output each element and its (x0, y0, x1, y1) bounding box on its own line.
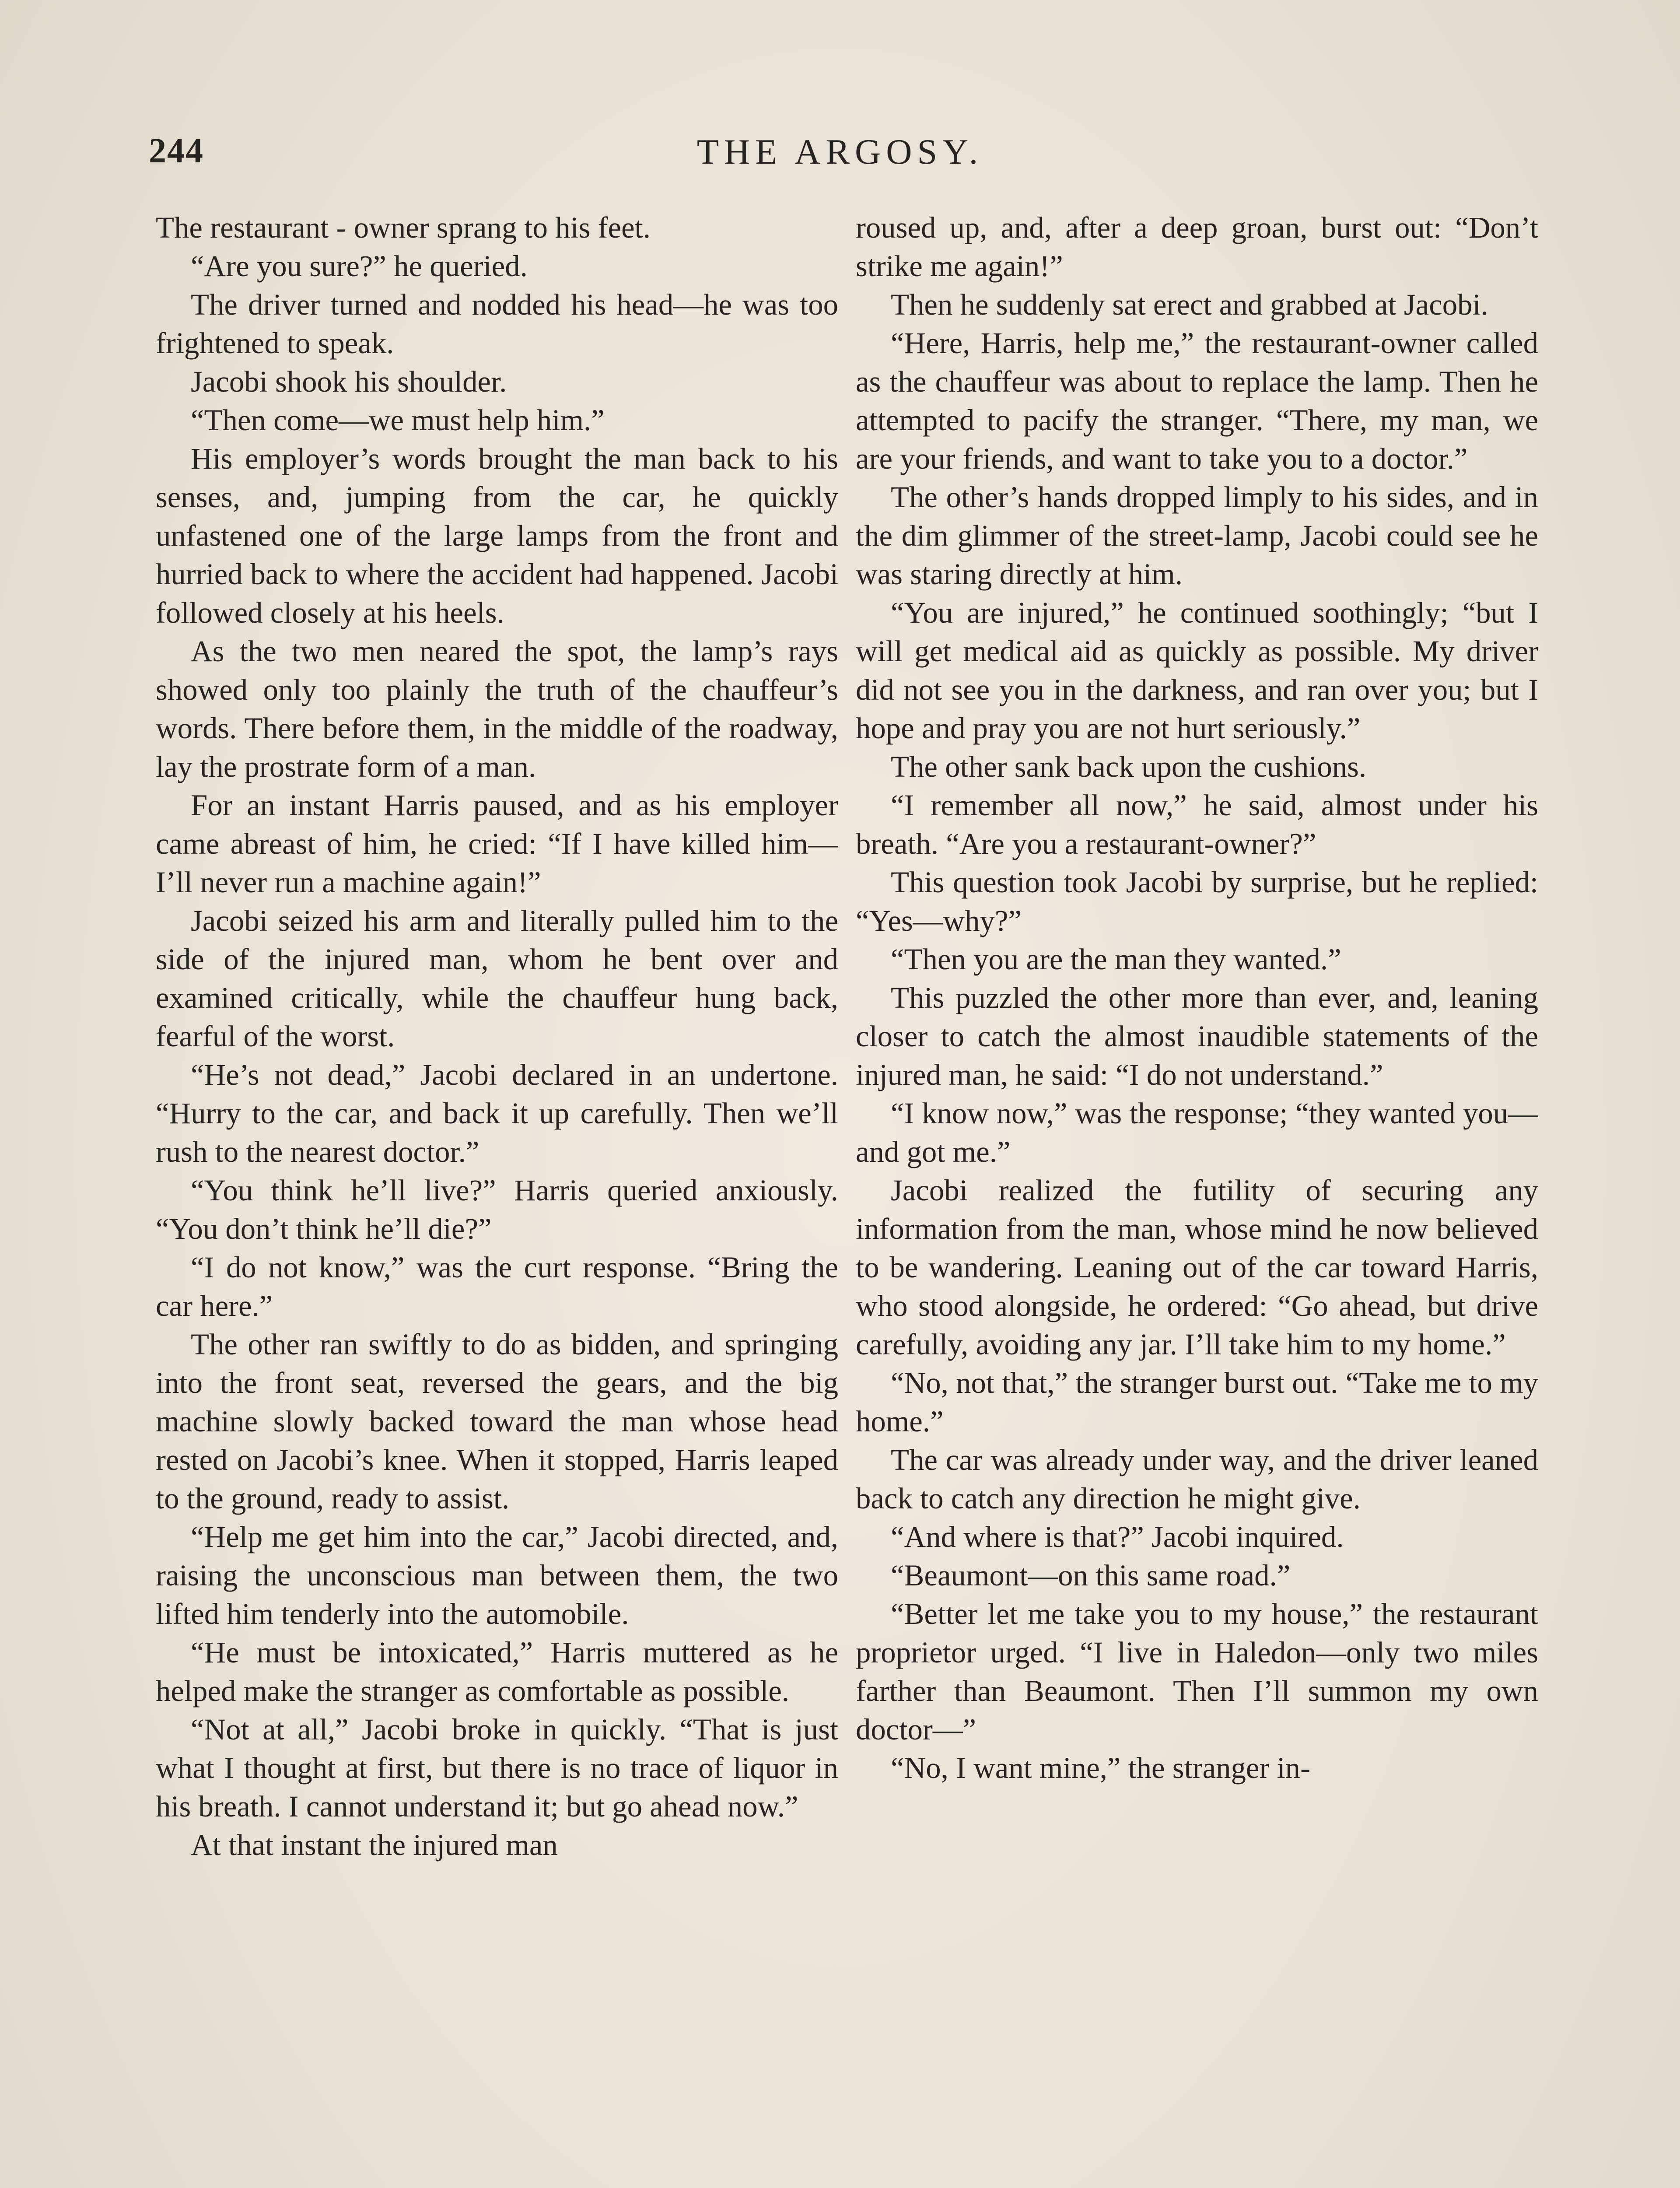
paragraph: Jacobi seized his arm and literally pulled him to the side of the injured man, whom he bent over and examined critically, while the chauffeur hung back, fearful of the worst. (156, 904, 838, 1053)
paragraph: The restaurant - owner sprang to his feet. (156, 211, 651, 244)
page-header (149, 131, 1531, 184)
paragraph: This question took Jacobi by surprise, but he replied: “Yes—why?” (856, 866, 1538, 937)
paragraph: For an instant Harris paused, and as his employer came abreast of him, he cried: “If I have killed him—I’ll never run a machine again!” (156, 789, 838, 899)
paragraph: “I remember all now,” he said, almost under his breath. “Are you a restaurant-owner?” (856, 789, 1538, 860)
paragraph: “Help me get him into the car,” Jacobi directed, and, raising the unconscious man between them, the two lifted him tenderly into the automobile. (156, 1520, 838, 1630)
paragraph: “Beaumont—on this same road.” (891, 1559, 1291, 1592)
paragraph: “He must be intoxicated,” Harris muttered as he helped make the stranger as comfortable as possible. (156, 1636, 838, 1708)
paragraph: Then he suddenly sat erect and grabbed at Jacobi. (891, 288, 1488, 321)
paragraph: The driver turned and nodded his head—he was too frightened to speak. (156, 288, 838, 360)
paragraph: “No, I want mine,” the stranger in- (891, 1751, 1310, 1785)
right-text-column (856, 208, 1538, 2188)
paragraph: The other’s hands dropped limply to his sides, and in the dim glimmer of the street-lamp, Jacobi could see he was staring directly at him. (856, 480, 1538, 591)
paragraph: “No, not that,” the stranger burst out. “Take me to my home.” (856, 1366, 1538, 1438)
paragraph: The other ran swiftly to do as bidden, and springing into the front seat, reversed the gears, and the big machine slowly backed toward the man whose head rested on Jacobi’s knee. When it stopped, Harris leaped to the ground, ready to assist. (156, 1328, 838, 1515)
paragraph: roused up, and, after a deep groan, burst out: “Don’t strike me again!” (856, 211, 1538, 283)
paragraph: Jacobi shook his shoulder. (191, 365, 507, 398)
running-head: THE ARGOSY. (696, 132, 984, 172)
paragraph: “Then come—we must help him.” (191, 403, 605, 437)
paragraph: “And where is that?” Jacobi inquired. (891, 1520, 1344, 1553)
paragraph: “You are injured,” he continued soothingly; “but I will get medical aid as quickly as possible. My driver did not see you in the darkness, and ran over you; but I hope and pray you are not hurt seriously.” (856, 596, 1538, 745)
paragraph: This puzzled the other more than ever, and, leaning closer to catch the almost inaudible statements of the injured man, he said: “I do not understand.” (856, 981, 1538, 1091)
paragraph: “Here, Harris, help me,” the restaurant-owner called as the chauffeur was about to replace the lamp. Then he attempted to pacify the stranger. “There, my man, we are your friends, and want to take you to a doctor.” (856, 326, 1538, 475)
paragraph: “I do not know,” was the curt response. “Bring the car here.” (156, 1251, 838, 1322)
paragraph: “I know now,” was the response; “they wanted you—and got me.” (856, 1097, 1538, 1168)
left-text-column (156, 208, 838, 2188)
paragraph: “Not at all,” Jacobi broke in quickly. “That is just what I thought at first, but there is no trace of liquor in his breath. I cannot understand it; but go ahead now.” (156, 1713, 838, 1823)
paragraph: The other sank back upon the cushions. (891, 750, 1367, 783)
paragraph: “You think he’ll live?” Harris queried anxiously. “You don’t think he’ll die?” (156, 1174, 838, 1245)
paragraph: Jacobi realized the futility of securing any information from the man, whose mind he now believed to be wandering. Leaning out of the car toward Harris, who stood alongside, he ordered: “Go ahead, but drive carefully, avoiding any jar. I’ll take him to my home.” (856, 1174, 1538, 1361)
paragraph: His employer’s words brought the man back to his senses, and, jumping from the car, he quickly unfastened one of the large lamps from the front and hurried back to where the accident had happened. Jacobi followed closely at his heels. (156, 442, 838, 629)
paragraph: “He’s not dead,” Jacobi declared in an undertone. “Hurry to the car, and back it up carefully. Then we’ll rush to the nearest doctor.” (156, 1058, 838, 1168)
paragraph: “Better let me take you to my house,” the restaurant proprietor urged. “I live in Haledon—only two miles farther than Beaumont. Then I’ll summon my own doctor—” (856, 1597, 1538, 1746)
paragraph: The car was already under way, and the driver leaned back to catch any direction he might give. (856, 1443, 1538, 1515)
paragraph: As the two men neared the spot, the lamp’s rays showed only too plainly the truth of the chauffeur’s words. There before them, in the middle of the roadway, lay the prostrate form of a man. (156, 635, 838, 783)
page-number: 244 (149, 132, 204, 170)
paragraph: “Are you sure?” he queried. (191, 249, 528, 283)
paragraph: At that instant the injured man (191, 1828, 558, 1862)
paragraph: “Then you are the man they wanted.” (891, 943, 1341, 976)
